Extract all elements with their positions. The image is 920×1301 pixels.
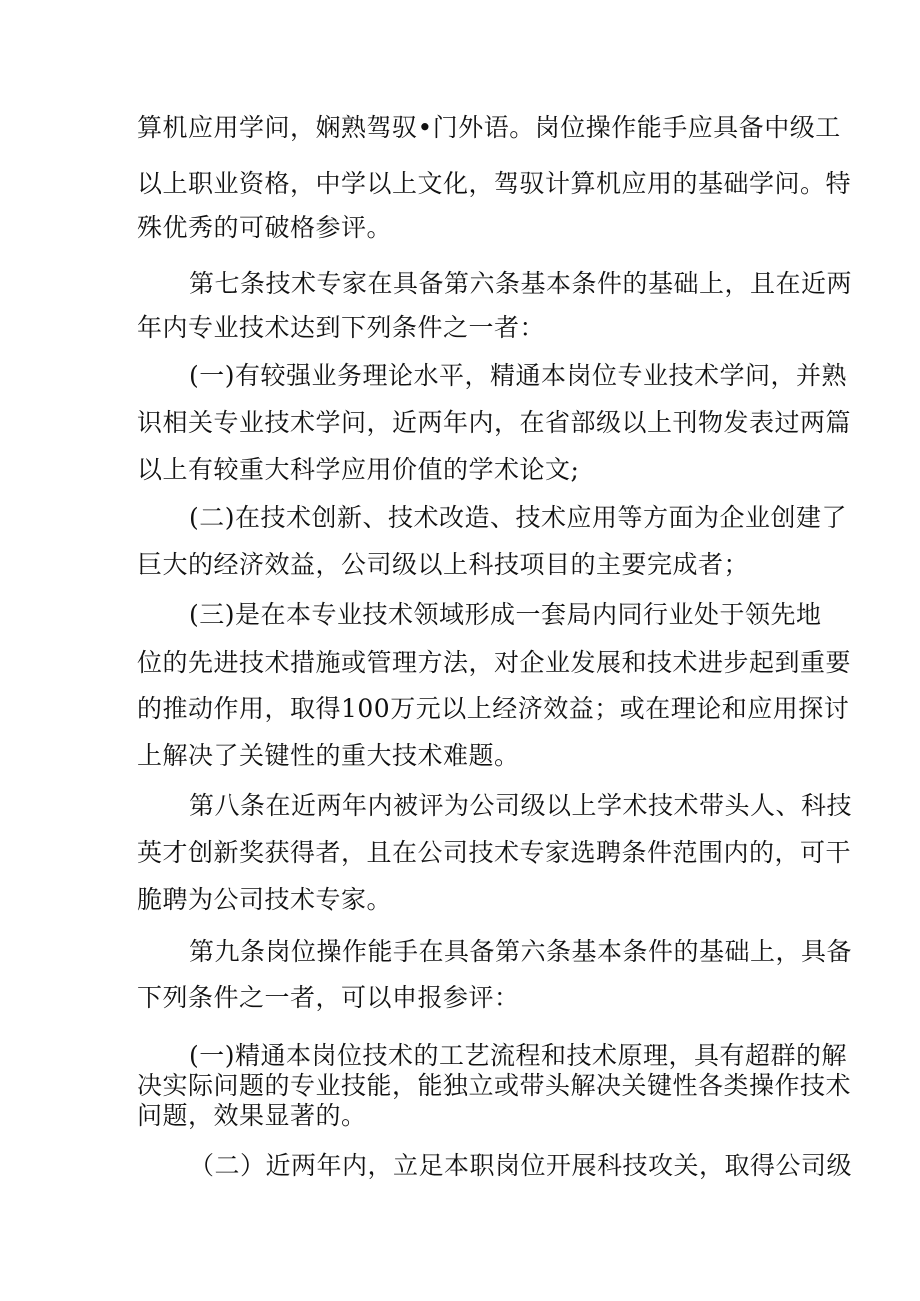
text-line: (一)有较强业务理论水平，精通本岗位专业技术学问，并熟 <box>189 361 848 390</box>
text-line: 第九条岗位操作能手在具备第六条基本条件的基础上，具备 <box>189 937 853 966</box>
text-line: 识相关专业技术学问，近两年内，在省部级以上刊物发表过两篇 <box>137 408 852 437</box>
text-line: 位的先进技术措施或管理方法，对企业发展和技术进步起到重要 <box>137 648 852 677</box>
text-line: 问题，效果显著的。 <box>137 1101 367 1130</box>
text-line: 年内专业技术达到下列条件之一者： <box>137 313 546 342</box>
text-line: 第八条在近两年内被评为公司级以上学术技术带头人、科技 <box>189 791 853 820</box>
text-line: 决实际问题的专业技能，能独立或带头解决关键性各类操作技术 <box>137 1071 852 1100</box>
text-line: （二）近两年内，立足本职岗位开展科技攻关，取得公司级 <box>189 1151 853 1180</box>
text-line: 第七条技术专家在具备第六条基本条件的基础上，且在近两 <box>189 269 853 298</box>
text-line: 算机应用学问，娴熟驾驭•门外语。岗位操作能手应具备中级工 <box>137 113 841 142</box>
text-line: 巨大的经济效益，公司级以上科技项目的主要完成者； <box>137 550 750 579</box>
text-line: 的推动作用，取得100万元以上经济效益；或在理论和应用探讨 <box>137 694 850 723</box>
text-line: 以上有较重大科学应用价值的学术论文; <box>137 455 580 484</box>
text-line: 下列条件之一者，可以申报参评： <box>137 983 520 1012</box>
text-line: 殊优秀的可破格参评。 <box>137 213 393 242</box>
text-line: 以上职业资格，中学以上文化，驾驭计算机应用的基础学问。特 <box>137 169 852 198</box>
text-line: (一)精通本岗位技术的工艺流程和技术原理，具有超群的解 <box>189 1041 848 1070</box>
text-line: 英才创新奖获得者，且在公司技术专家选聘条件范围内的，可干 <box>137 838 852 867</box>
text-line: 脆聘为公司技术专家。 <box>137 885 393 914</box>
text-line: (二)在技术创新、技术改造、技术应用等方面为企业创建了 <box>189 503 848 532</box>
text-line: 上解决了关键性的重大技术难题。 <box>137 741 520 770</box>
text-line: (三)是在本专业技术领域形成一套局内同行业处于领先地 <box>189 600 822 629</box>
